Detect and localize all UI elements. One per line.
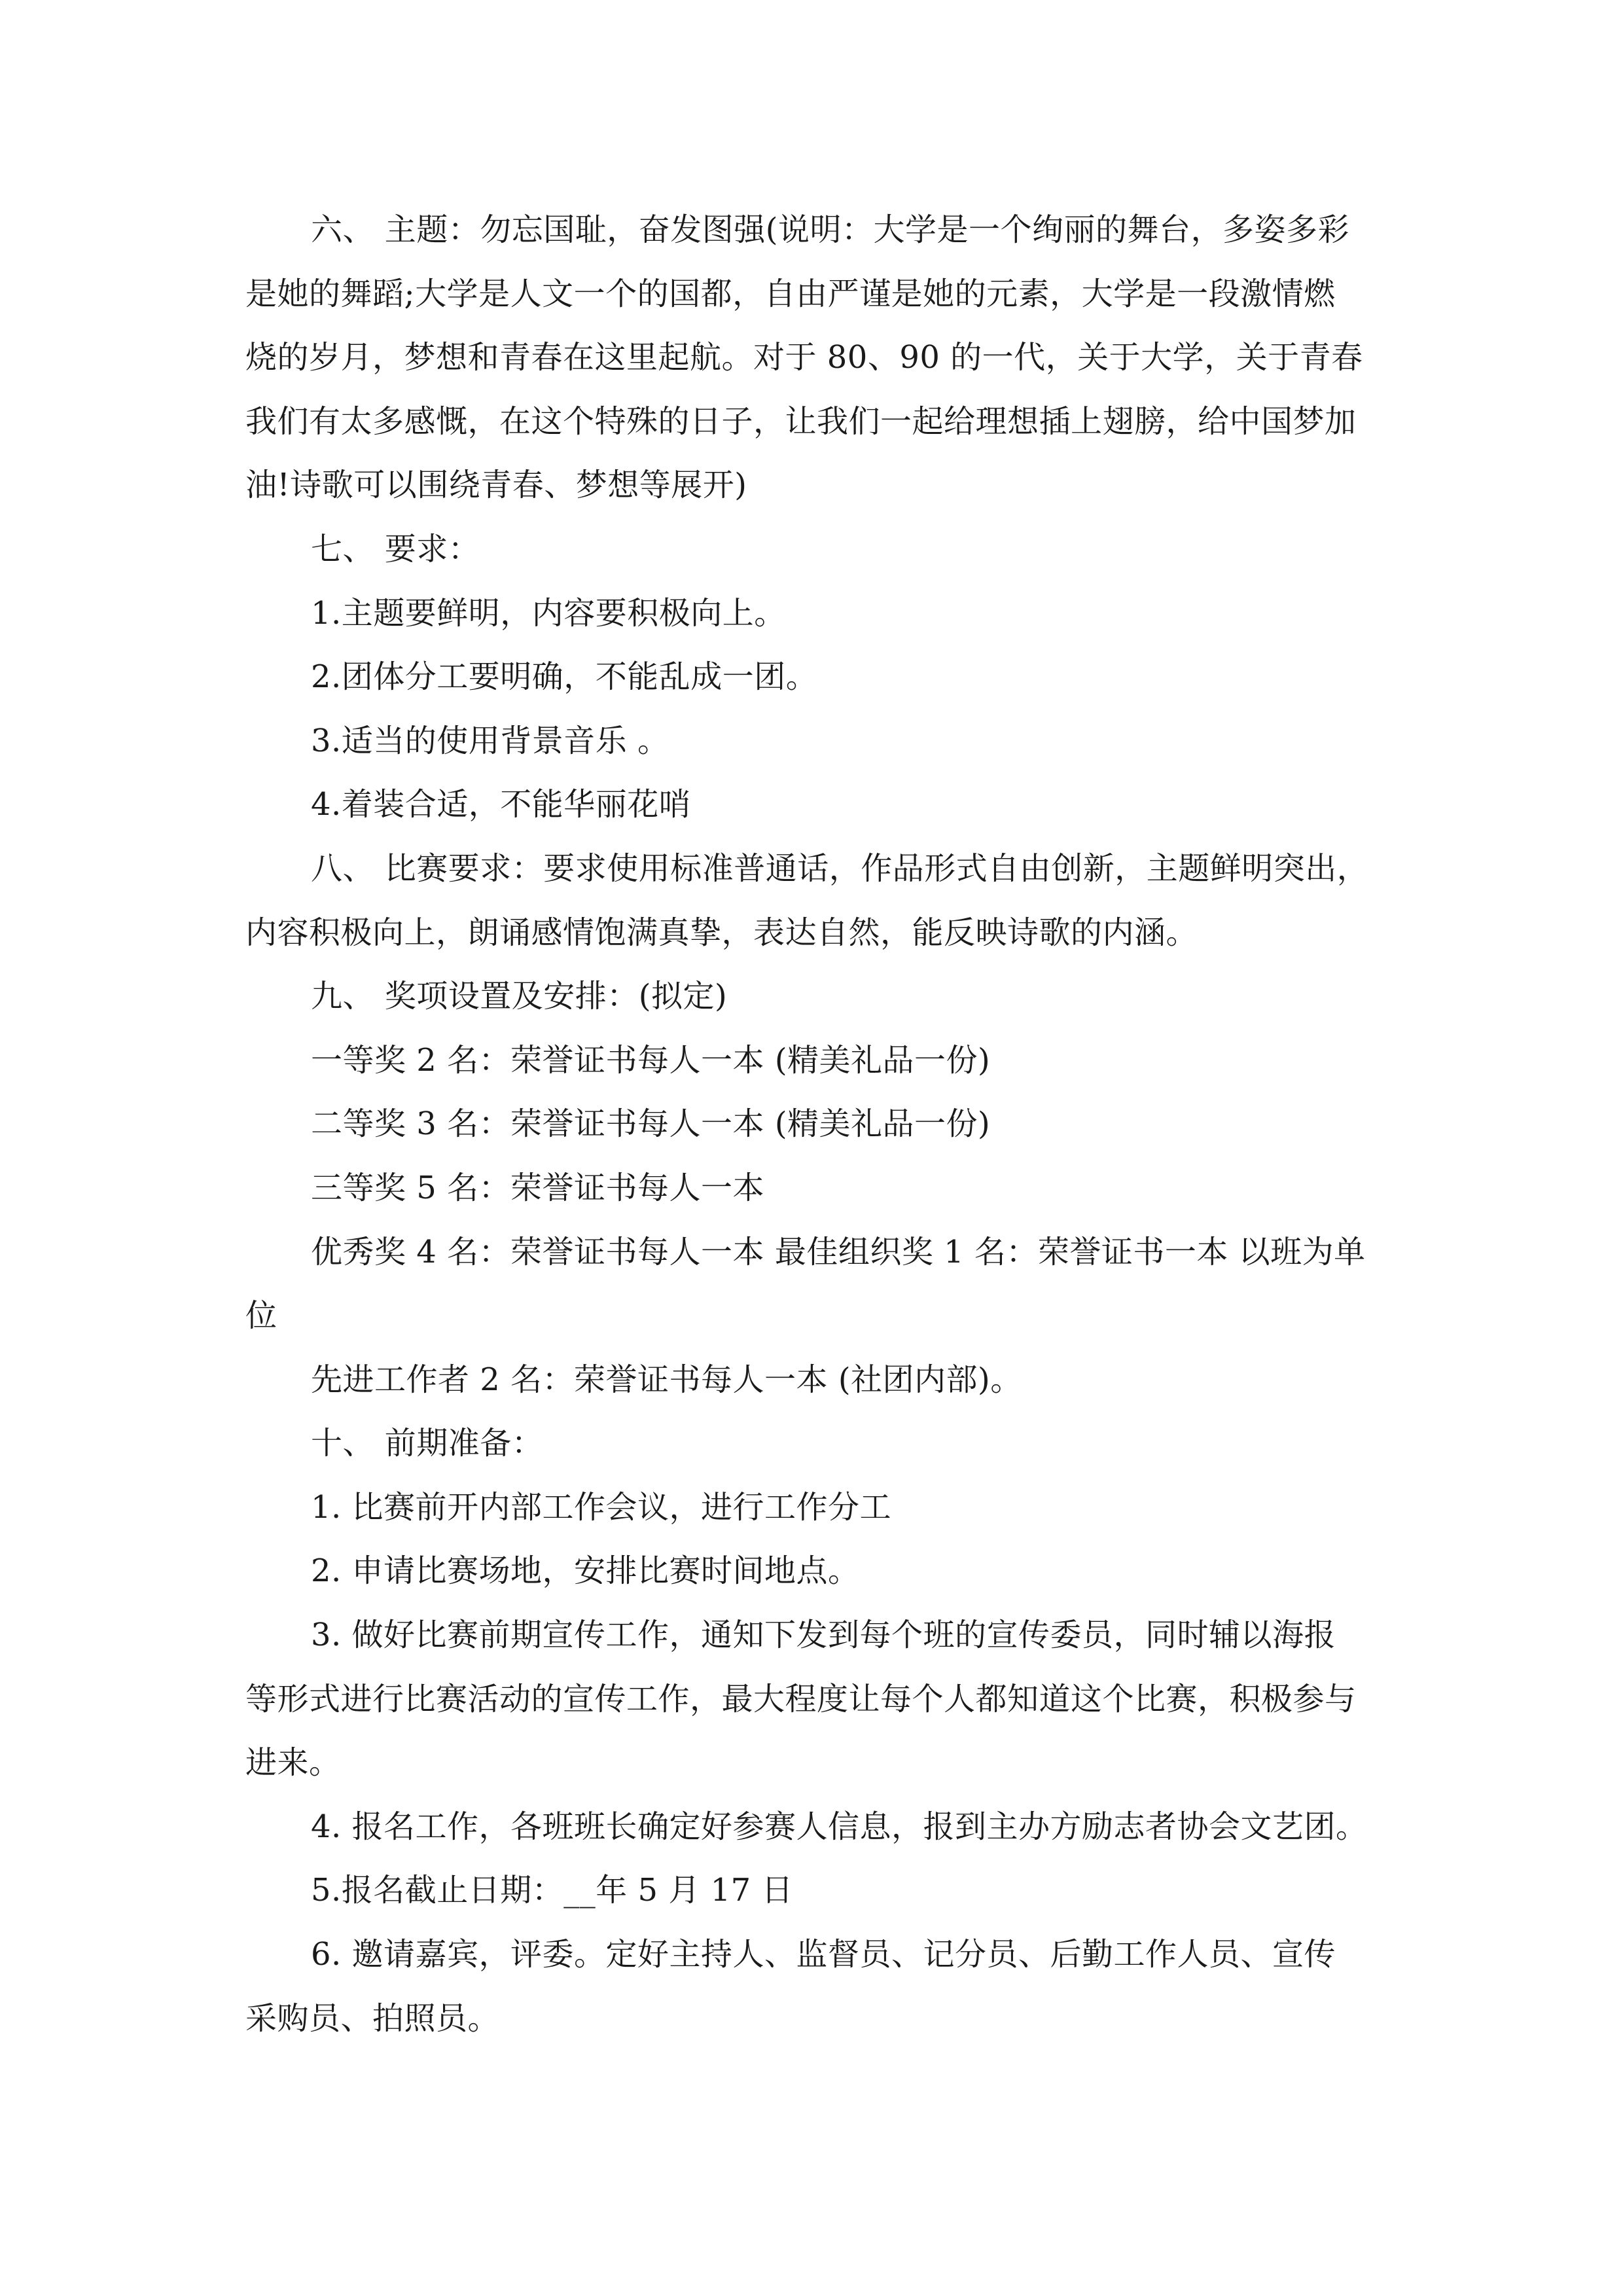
requirement-item-2: 2.团体分工要明确，不能乱成一团。 — [311, 658, 818, 696]
award-excellence-line-1: 优秀奖 4 名：荣誉证书每人一本 最佳组织奖 1 名：荣誉证书一本 以班为单 — [311, 1233, 1366, 1270]
prep-item-6-line-2: 采购员、拍照员。 — [245, 2000, 500, 2037]
document-body — [245, 198, 1387, 2051]
requirement-item-4: 4.着装合适，不能华丽花哨 — [311, 786, 691, 823]
section-six-line-4: 我们有太多感慨，在这个特殊的日子，让我们一起给理想插上翅膀，给中国梦加 — [245, 403, 1357, 440]
section-ten-heading: 十、 前期准备： — [311, 1425, 544, 1462]
prep-item-3-line-3: 进来。 — [245, 1744, 341, 1782]
section-seven-heading: 七、 要求： — [311, 530, 480, 567]
section-eight-line-1: 八、 比赛要求：要求使用标准普通话，作品形式自由创新，主题鲜明突出， — [311, 850, 1369, 887]
award-excellence-line-2: 位 — [245, 1297, 277, 1335]
section-six-line-5: 油!诗歌可以围绕青春、梦想等展开) — [245, 467, 747, 504]
section-six-line-1: 六、 主题：勿忘国耻，奋发图强(说明：大学是一个绚丽的舞台，多姿多彩 — [311, 211, 1349, 248]
requirement-item-1: 1.主题要鲜明，内容要积极向上。 — [311, 594, 786, 632]
prep-item-6-line-1: 6. 邀请嘉宾，评委。定好主持人、监督员、记分员、后勤工作人员、宣传 — [311, 1936, 1336, 1973]
award-third-prize: 三等奖 5 名：荣誉证书每人一本 — [311, 1169, 765, 1206]
section-eight-line-2: 内容积极向上，朗诵感情饱满真挚，表达自然，能反映诗歌的内涵。 — [245, 914, 1198, 951]
prep-item-2: 2. 申请比赛场地，安排比赛时间地点。 — [311, 1552, 860, 1590]
prep-item-4: 4. 报名工作，各班班长确定好参赛人信息，报到主办方励志者协会文艺团。 — [311, 1808, 1368, 1845]
award-advanced-worker: 先进工作者 2 名：荣誉证书每人一本 (社团内部)。 — [311, 1361, 1022, 1398]
prep-item-1: 1. 比赛前开内部工作会议，进行工作分工 — [311, 1488, 892, 1526]
requirement-item-3: 3.适当的使用背景音乐 。 — [311, 722, 669, 759]
award-first-prize: 一等奖 2 名：荣誉证书每人一本 (精美礼品一份) — [311, 1041, 991, 1079]
section-six-line-3: 烧的岁月，梦想和青春在这里起航。对于 80、90 的一代，关于大学，关于青春 — [245, 339, 1363, 376]
section-nine-heading: 九、 奖项设置及安排：(拟定) — [311, 978, 728, 1015]
award-second-prize: 二等奖 3 名：荣誉证书每人一本 (精美礼品一份) — [311, 1105, 991, 1143]
prep-item-3-line-2: 等形式进行比赛活动的宣传工作，最大程度让每个人都知道这个比赛，积极参与 — [245, 1680, 1357, 1717]
prep-item-3-line-1: 3. 做好比赛前期宣传工作，通知下发到每个班的宣传委员，同时辅以海报 — [311, 1617, 1336, 1654]
section-six-line-2: 是她的舞蹈;大学是人文一个的国都，自由严谨是她的元素，大学是一段激情燃 — [245, 275, 1336, 312]
prep-item-5: 5.报名截止日期：__年 5 月 17 日 — [311, 1872, 793, 1909]
